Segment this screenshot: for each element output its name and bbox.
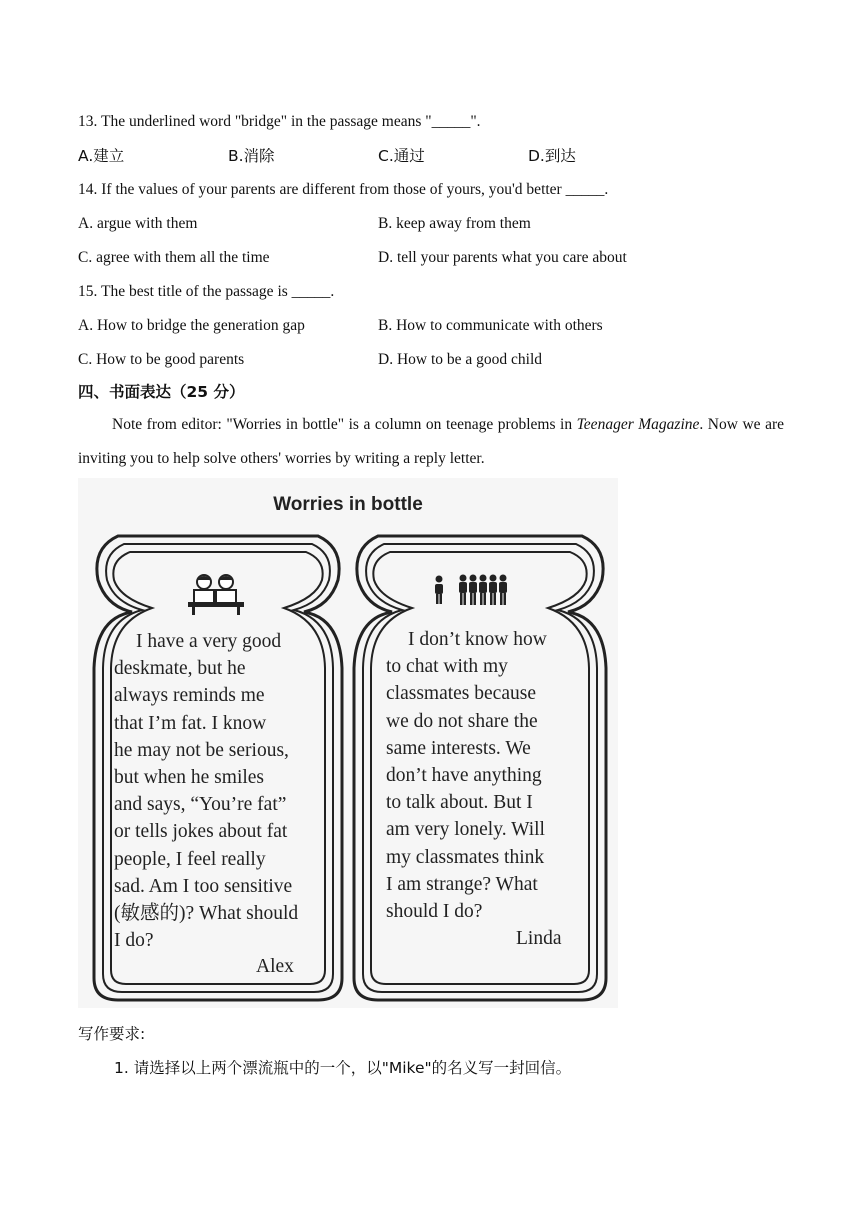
lonely-person-icon: [430, 574, 520, 610]
left-line: deskmate, but he: [114, 658, 246, 680]
q13-option-a: A.建立: [78, 147, 125, 165]
left-line: or tells jokes about fat: [114, 821, 288, 843]
right-line: I am strange? What: [386, 873, 538, 895]
left-line: he may not be serious,: [114, 739, 289, 761]
worries-figure: [78, 478, 618, 1008]
q14-option-a: A. argue with them: [78, 215, 198, 232]
q15-option-b: B. How to communicate with others: [378, 317, 603, 334]
requirement-item-1: 1. 请选择以上两个漂流瓶中的一个，以"Mike"的名义写一封回信。: [114, 1059, 572, 1077]
right-line: don’t have anything: [386, 765, 542, 787]
left-line: (敏感的)? What should: [114, 903, 299, 925]
section-heading: 四、书面表达（25 分）: [78, 383, 245, 401]
requirements-heading: 写作要求:: [78, 1025, 146, 1043]
left-line: people, I feel really: [114, 848, 266, 870]
q13-option-b: B.消除: [228, 147, 275, 165]
editor-note-post: . Now we are inviting you to help solve others' worries by writing a reply letter.: [78, 416, 784, 467]
right-bottle-text: [386, 626, 547, 925]
right-line: we do not share the: [386, 710, 538, 732]
right-line: classmates because: [386, 683, 536, 705]
q15-option-d: D. How to be a good child: [378, 351, 543, 368]
right-line: am very lonely. Will: [386, 819, 545, 841]
left-line: I do?: [114, 930, 154, 952]
right-line: to chat with my: [386, 656, 508, 678]
q14-option-c: C. agree with them all the time: [78, 249, 270, 266]
left-signature: Alex: [256, 956, 294, 977]
q13-option-d: D.到达: [528, 147, 576, 165]
right-signature: Linda: [516, 928, 562, 949]
left-line: I have a very good: [136, 631, 282, 652]
right-line: to talk about. But I: [386, 792, 533, 814]
editor-note-pre: Note from editor: "Worries in bottle" is a column on teenage problems in: [112, 416, 577, 433]
magazine-name: Teenager Magazine: [576, 416, 700, 433]
left-bottle-text: [114, 628, 298, 954]
q14-option-b: B. keep away from them: [378, 215, 531, 232]
editor-note: [78, 408, 784, 476]
right-line: I don’t know how: [408, 629, 547, 650]
question-14-stem: 14. If the values of your parents are different from those of yours, you'd better _____.: [78, 181, 609, 198]
question-15-stem: 15. The best title of the passage is _____.: [78, 283, 335, 300]
left-line: always reminds me: [114, 685, 265, 707]
question-13-stem: 13. The underlined word "bridge" in the passage means "_____".: [78, 113, 481, 130]
figure-title: Worries in bottle: [273, 494, 423, 515]
left-line: but when he smiles: [114, 767, 265, 789]
right-line: same interests. We: [386, 737, 531, 759]
q15-option-c: C. How to be good parents: [78, 351, 245, 368]
q13-option-c: C.通过: [378, 147, 425, 165]
right-line: my classmates think: [386, 846, 545, 868]
q14-option-d: D. tell your parents what you care about: [378, 249, 627, 266]
left-line: and says, “You’re fat”: [114, 794, 287, 816]
left-line: that I’m fat. I know: [114, 712, 267, 734]
q15-option-a: A. How to bridge the generation gap: [78, 317, 305, 334]
right-line: should I do?: [386, 901, 483, 923]
deskmates-icon: [186, 572, 246, 616]
left-line: sad. Am I too sensitive: [114, 875, 293, 897]
